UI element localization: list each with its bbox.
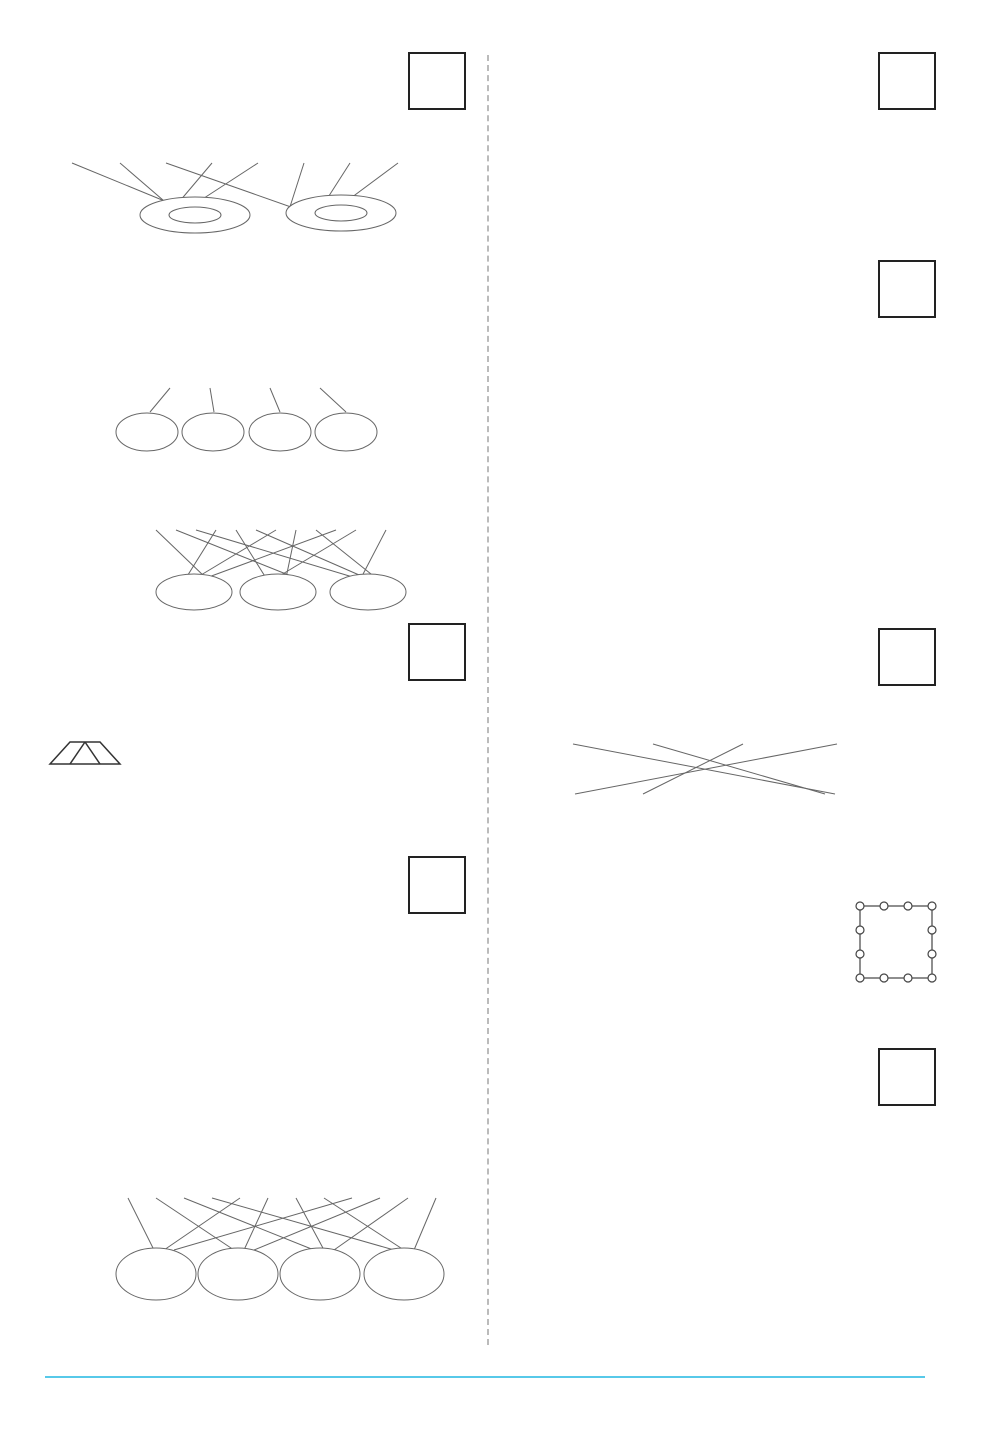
- qr-code[interactable]: [878, 260, 936, 318]
- circle-grouping-diagram-12-into-3: [146, 510, 411, 615]
- question-2: [510, 716, 514, 741]
- division-matching-diagram: [535, 714, 885, 820]
- book-grouping-diagram: [110, 332, 390, 457]
- qr-code[interactable]: [408, 52, 466, 110]
- question-2: [510, 1096, 514, 1121]
- question-4: [510, 1238, 514, 1263]
- triangle-shape-icon: [48, 740, 122, 766]
- question-1: [510, 124, 514, 149]
- footer-rule: [45, 1376, 925, 1378]
- question-3: [40, 824, 44, 849]
- question-1: [510, 644, 514, 669]
- question-1: [40, 930, 44, 955]
- question-3: [510, 1132, 514, 1157]
- qr-code[interactable]: [408, 623, 466, 681]
- question-3: [40, 1173, 44, 1198]
- star-example-row-2: [532, 510, 554, 535]
- question-2: [510, 160, 514, 185]
- question-1-2: [532, 366, 576, 391]
- question-1: [510, 1061, 514, 1086]
- column-divider: [487, 55, 489, 1345]
- question-3: [510, 402, 514, 427]
- qr-code[interactable]: [408, 856, 466, 914]
- qr-code[interactable]: [878, 1048, 936, 1106]
- circle-grouping-diagram-12-into-4: [114, 1172, 449, 1307]
- matching-diagram-figures-plates: [58, 125, 418, 240]
- question-2: [40, 740, 126, 766]
- question-2: [40, 1092, 44, 1117]
- question-3: [510, 828, 514, 853]
- question-number: [40, 124, 44, 149]
- question-3: [40, 336, 44, 361]
- question-5: [510, 1309, 514, 1334]
- question-4: [510, 900, 514, 925]
- question-1: [510, 330, 514, 355]
- qr-code[interactable]: [878, 628, 936, 686]
- question-3-4: [510, 232, 568, 257]
- question-4: [40, 512, 44, 537]
- question-2: [40, 294, 44, 319]
- square-of-children-diagram: [852, 898, 940, 988]
- question-4: [510, 438, 514, 463]
- question-1: [40, 696, 44, 721]
- qr-code[interactable]: [878, 52, 936, 110]
